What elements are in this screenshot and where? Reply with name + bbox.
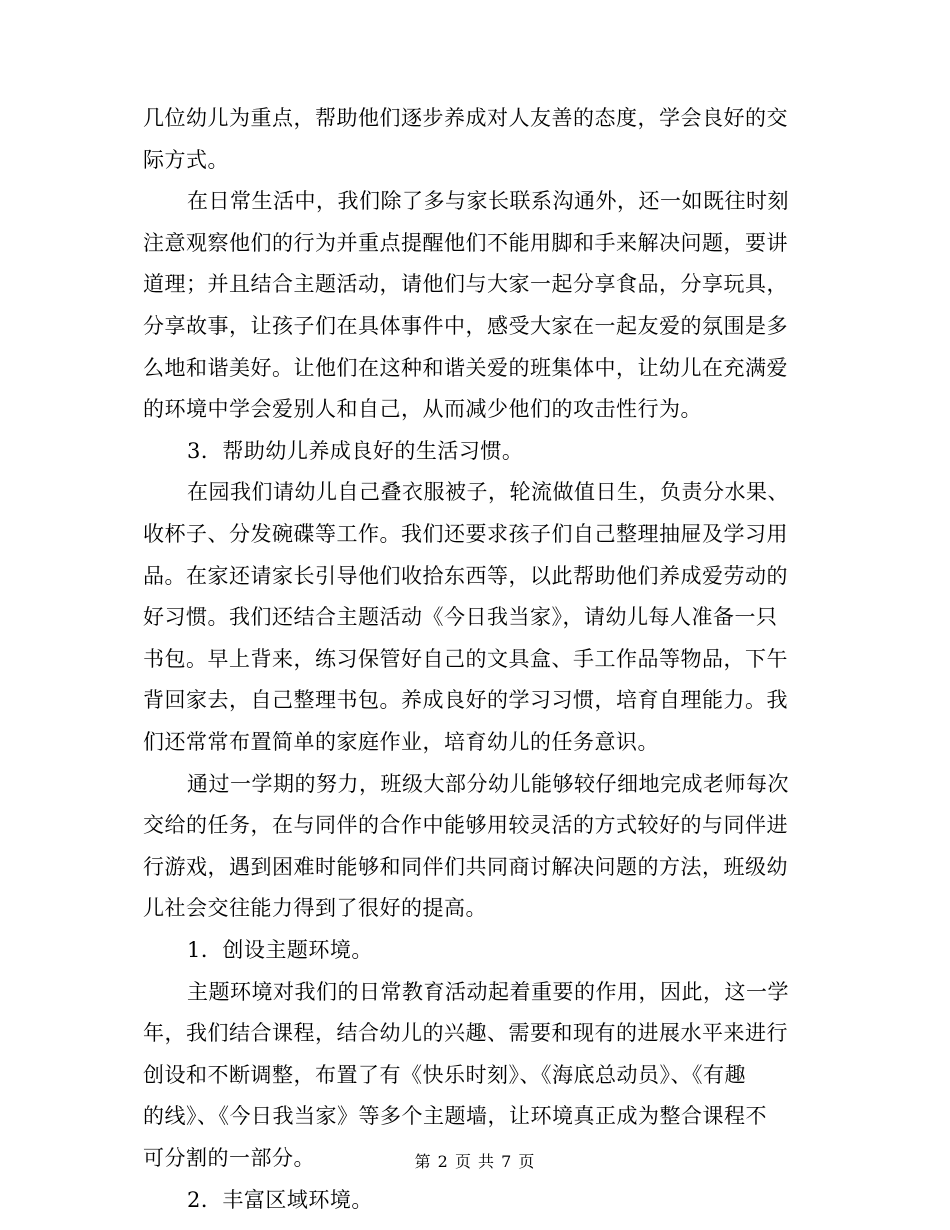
text-line: 通过一学期的努力，班级大部分幼儿能够较仔细地完成老师每次: [187, 771, 789, 796]
page-number-footer: 第 2 页 共 7 页: [414, 1152, 536, 1171]
section-heading: 2．丰富区域环境。: [187, 1187, 373, 1212]
section-heading: 1．创设主题环境。: [187, 938, 373, 962]
text-line: 的环境中学会爱别人和自己，从而减少他们的攻击性行为。: [143, 397, 702, 422]
text-line: 道理；并且结合主题活动，请他们与大家一起分享食品，分享玩具，: [143, 272, 788, 297]
text-line: 行游戏，遇到困难时能够和同伴们共同商讨解决问题的方法，班级幼: [143, 854, 788, 879]
text-line: 交给的任务，在与同伴的合作中能够用较灵活的方式较好的与同伴进: [143, 813, 788, 838]
text-line: 年，我们结合课程，结合幼儿的兴趣、需要和现有的进展水平来进行: [143, 1021, 788, 1046]
text-line: 背回家去，自己整理书包。养成良好的学习习惯，培育自理能力。我: [143, 688, 788, 713]
text-line: 书包。早上背来，练习保管好自己的文具盒、手工作品等物品，下午: [143, 646, 788, 671]
text-line: 么地和谐美好。让他们在这种和谐关爱的班集体中，让幼儿在充满爱: [143, 355, 788, 380]
text-line: 主题环境对我们的日常教育活动起着重要的作用，因此，这一学: [187, 979, 789, 1004]
text-line: 好习惯。我们还结合主题活动《今日我当家》，请幼儿每人准备一只: [143, 605, 778, 630]
text-line: 几位幼儿为重点，帮助他们逐步养成对人友善的态度，学会良好的交: [143, 106, 788, 130]
text-line: 际方式。: [143, 147, 229, 172]
text-line: 收杯子、分发碗碟等工作。我们还要求孩子们自己整理抽屉及学习用: [143, 522, 788, 546]
section-heading: 3．帮助幼儿养成良好的生活习惯。: [187, 438, 524, 463]
text-line: 注意观察他们的行为并重点提醒他们不能用脚和手来解决问题，要讲: [143, 230, 788, 255]
text-line: 可分割的一部分。: [143, 1146, 315, 1170]
text-line: 在日常生活中，我们除了多与家长联系沟通外，还一如既往时刻: [187, 189, 789, 214]
text-line: 在园我们请幼儿自己叠衣服被子，轮流做值日生，负责分水果、: [187, 480, 789, 505]
text-line: 的线》、《今日我当家》等多个主题墙，让环境真正成为整合课程不: [143, 1104, 767, 1129]
text-line: 分享故事，让孩子们在具体事件中，感受大家在一起友爱的氛围是多: [143, 314, 788, 338]
text-line: 创设和不断调整，布置了有《快乐时刻》、《海底总动员》、《有趣: [143, 1062, 746, 1087]
text-line: 儿社会交往能力得到了很好的提高。: [143, 896, 487, 921]
text-line: 们还常常布置简单的家庭作业，培育幼儿的任务意识。: [143, 730, 659, 754]
text-line: 品。在家还请家长引导他们收拾东西等，以此帮助他们养成爱劳动的: [143, 563, 788, 588]
